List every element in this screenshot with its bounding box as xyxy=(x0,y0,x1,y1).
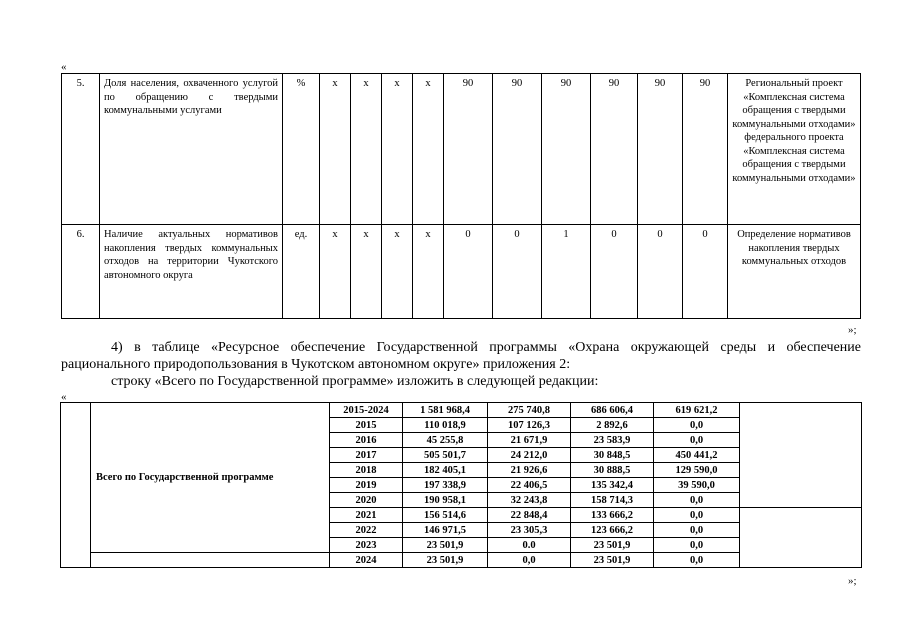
year-cell: 2024 xyxy=(330,553,403,568)
close-quote-1: »; xyxy=(848,324,857,336)
value-cell: 90 xyxy=(542,74,591,225)
value-cell: х xyxy=(320,74,351,225)
empty-cell xyxy=(740,403,862,508)
year-cell: 2018 xyxy=(330,463,403,478)
value-cell: 275 740,8 xyxy=(488,403,571,418)
value-cell: 123 666,2 xyxy=(571,523,654,538)
value-cell: 107 126,3 xyxy=(488,418,571,433)
value-cell: 22 848,4 xyxy=(488,508,571,523)
value-cell: 133 666,2 xyxy=(571,508,654,523)
value-cell: х xyxy=(320,225,351,319)
value-cell: 90 xyxy=(444,74,493,225)
value-cell: 0,0 xyxy=(654,433,740,448)
year-cell: 2019 xyxy=(330,478,403,493)
total-cell: 110 018,9 xyxy=(403,418,488,433)
value-cell: 90 xyxy=(683,74,728,225)
value-cell: 90 xyxy=(493,74,542,225)
value-cell: 24 212,0 xyxy=(488,448,571,463)
source-cell: Региональный проект «Комплексная система обращения с твердыми коммунальными отходами» федерального проекта «Комплексная система обращения с твердыми коммунальными отходами» xyxy=(728,74,861,225)
empty-cell xyxy=(740,508,862,568)
value-cell: 450 441,2 xyxy=(654,448,740,463)
value-cell: 0,0 xyxy=(488,553,571,568)
value-cell: 30 848,5 xyxy=(571,448,654,463)
value-cell: 23 501,9 xyxy=(571,553,654,568)
total-cell: 505 501,7 xyxy=(403,448,488,463)
value-cell: 39 590,0 xyxy=(654,478,740,493)
value-cell: 0,0 xyxy=(654,493,740,508)
unit-cell: % xyxy=(283,74,320,225)
value-cell: 22 406,5 xyxy=(488,478,571,493)
value-cell: 0,0 xyxy=(654,508,740,523)
value-cell: 90 xyxy=(591,74,638,225)
value-cell: 0 xyxy=(683,225,728,319)
total-cell: 197 338,9 xyxy=(403,478,488,493)
value-cell: 0,0 xyxy=(654,538,740,553)
total-cell: 190 958,1 xyxy=(403,493,488,508)
empty-cell xyxy=(61,403,91,568)
total-cell: 45 255,8 xyxy=(403,433,488,448)
value-cell: х xyxy=(413,74,444,225)
open-quote-1: « xyxy=(61,61,67,73)
year-cell: 2016 xyxy=(330,433,403,448)
empty-cell xyxy=(91,553,330,568)
value-cell: х xyxy=(351,225,382,319)
total-cell: 182 405,1 xyxy=(403,463,488,478)
year-cell: 2015-2024 xyxy=(330,403,403,418)
year-cell: 2022 xyxy=(330,523,403,538)
total-cell: 23 501,9 xyxy=(403,538,488,553)
value-cell: х xyxy=(382,225,413,319)
value-cell: 90 xyxy=(638,74,683,225)
value-cell: 23 501,9 xyxy=(571,538,654,553)
table-row xyxy=(62,225,861,319)
value-cell: 1 xyxy=(542,225,591,319)
value-cell: х xyxy=(382,74,413,225)
year-cell: 2023 xyxy=(330,538,403,553)
paragraph-instruction: строку «Всего по Государственной программе» изложить в следующей редакции: xyxy=(111,374,599,389)
total-cell: 156 514,6 xyxy=(403,508,488,523)
value-cell: 32 243,8 xyxy=(488,493,571,508)
row-number: 6. xyxy=(62,225,100,319)
year-cell: 2015 xyxy=(330,418,403,433)
close-quote-2: »; xyxy=(848,575,857,587)
row-number: 5. xyxy=(62,74,100,225)
resource-table xyxy=(60,402,862,568)
year-cell: 2017 xyxy=(330,448,403,463)
value-cell: 21 671,9 xyxy=(488,433,571,448)
value-cell: 619 621,2 xyxy=(654,403,740,418)
value-cell: 135 342,4 xyxy=(571,478,654,493)
value-cell: 158 714,3 xyxy=(571,493,654,508)
value-cell: 0 xyxy=(444,225,493,319)
value-cell: 0 xyxy=(638,225,683,319)
value-cell: 686 606,4 xyxy=(571,403,654,418)
total-cell: 146 971,5 xyxy=(403,523,488,538)
value-cell: 21 926,6 xyxy=(488,463,571,478)
open-quote-2: « xyxy=(61,391,67,403)
value-cell: х xyxy=(413,225,444,319)
value-cell: 0,0 xyxy=(654,553,740,568)
value-cell: 23 305,3 xyxy=(488,523,571,538)
value-cell: 30 888,5 xyxy=(571,463,654,478)
value-cell: 0,0 xyxy=(654,418,740,433)
indicators-table xyxy=(61,73,861,319)
year-cell: 2020 xyxy=(330,493,403,508)
value-cell: 23 583,9 xyxy=(571,433,654,448)
total-cell: 1 581 968,4 xyxy=(403,403,488,418)
value-cell: 129 590,0 xyxy=(654,463,740,478)
year-cell: 2021 xyxy=(330,508,403,523)
value-cell: 0,0 xyxy=(654,523,740,538)
indicator-name: Наличие актуальных нормативов накопления твердых коммунальных отходов на территории Чукотского автономного округа xyxy=(100,225,283,319)
value-cell: х xyxy=(351,74,382,225)
indicator-name: Доля населения, охваченного услугой по обращению с твердыми коммунальными услугами xyxy=(100,74,283,225)
source-cell: Определение нормативов накопления твердых коммунальных отходов xyxy=(728,225,861,319)
total-cell: 23 501,9 xyxy=(403,553,488,568)
total-label: Всего по Государственной программе xyxy=(91,403,330,553)
unit-cell: ед. xyxy=(283,225,320,319)
value-cell: 0 xyxy=(591,225,638,319)
table-row xyxy=(61,403,862,418)
table-row xyxy=(62,74,861,225)
value-cell: 0.0 xyxy=(488,538,571,553)
value-cell: 2 892,6 xyxy=(571,418,654,433)
value-cell: 0 xyxy=(493,225,542,319)
paragraph-amendment: 4) в таблице «Ресурсное обеспечение Государственной программы «Охрана окружающей среды и обеспечение рационального природопользования в Чукотском автономном округе» приложения 2: xyxy=(61,340,861,372)
